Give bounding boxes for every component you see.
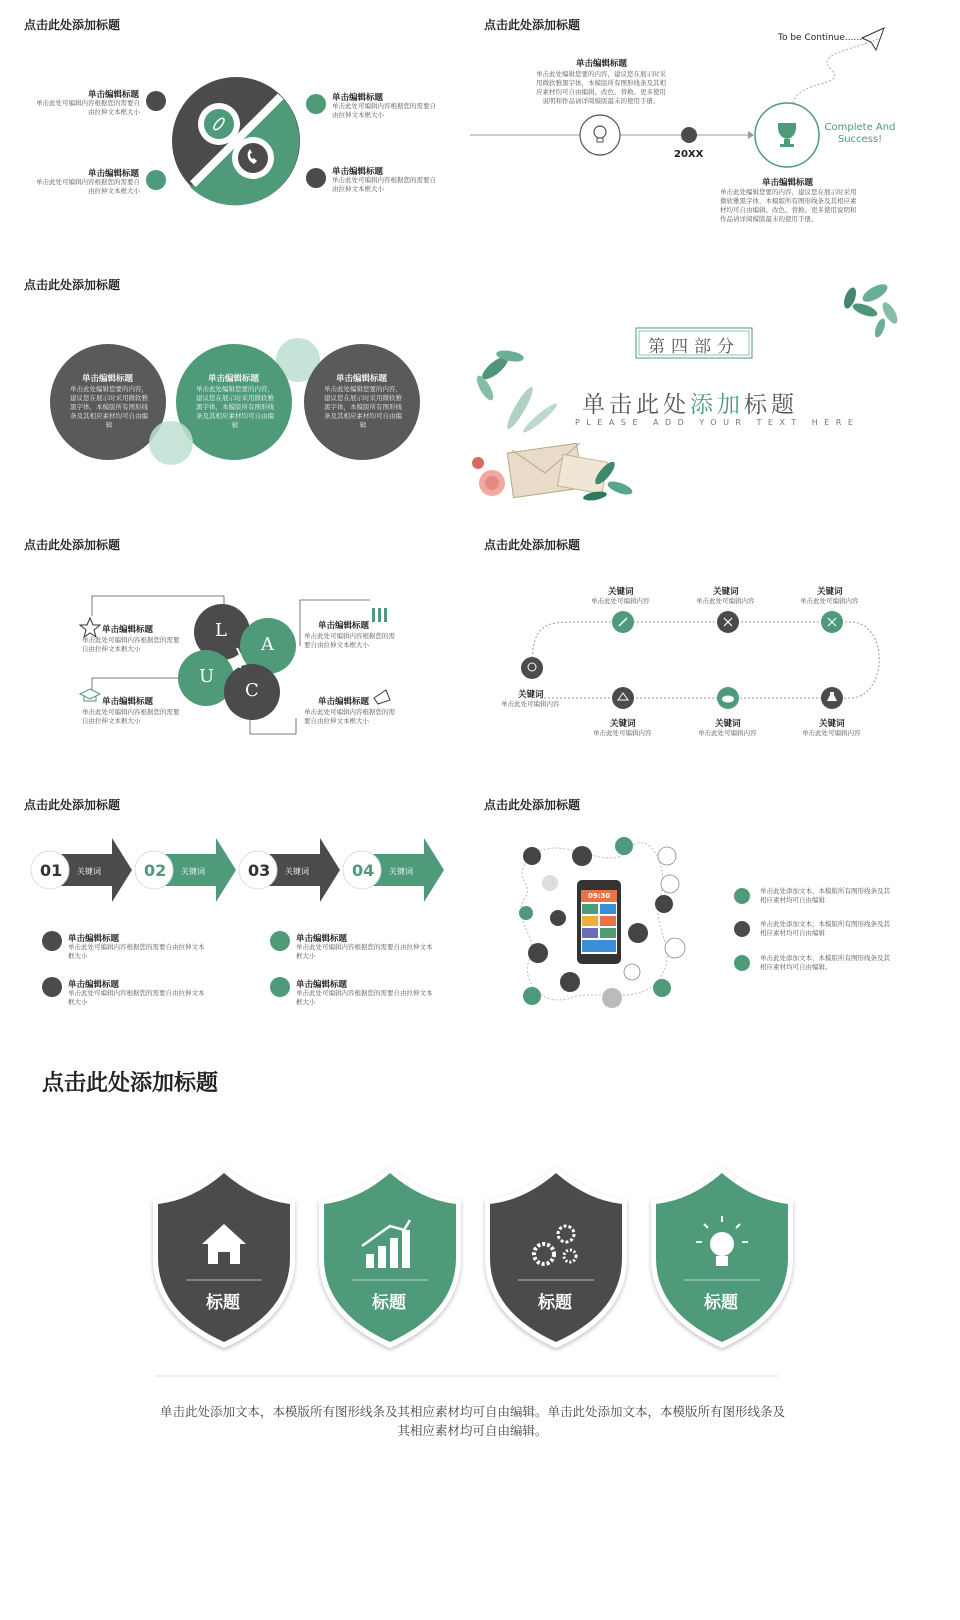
camera-icon <box>615 837 633 855</box>
deco-bubble <box>149 421 193 465</box>
body-text[interactable]: 单击此处可编辑内容根据您的需要自由拉伸文本框大小 <box>304 708 395 725</box>
step-number: 03 <box>248 861 271 880</box>
tool-icon <box>542 875 558 891</box>
body-text[interactable]: 单击此处编辑您要的内容，建议您在展示时采用微软雅黑字体，本模版所有图形线条及其相应素材均可自由编辑、改色、替换。更多使用说明和作品请详阅模版最末的使用手册。 <box>536 70 666 105</box>
body-text[interactable]: 单击此处可编辑内容根据您的需要自由拉伸文本框大小 <box>82 708 180 725</box>
keyword-sub[interactable]: 单击此处可编辑内容 <box>696 597 755 605</box>
star-icon <box>80 618 100 637</box>
section-subtitle[interactable]: PLEASE ADD YOUR TEXT HERE <box>575 418 860 427</box>
keyword-label[interactable]: 关键词 <box>819 719 845 729</box>
list-text[interactable]: 单击此处添加文本，本模版所有图形线条及其相应素材均可自由编辑 <box>760 887 890 904</box>
step-keyword[interactable]: 关键词 <box>181 867 205 876</box>
headphones-icon <box>523 847 541 865</box>
slide-title[interactable]: 点击此处添加标题 <box>42 1071 219 1096</box>
edit-title[interactable]: 单击编辑标题 <box>68 934 120 944</box>
phone-time: 09:30 <box>588 892 611 900</box>
lock-icon <box>560 972 580 992</box>
edit-title[interactable]: 单击编辑标题 <box>296 980 348 990</box>
step-number: 01 <box>40 861 63 880</box>
keyword-label[interactable]: 关键词 <box>518 690 544 700</box>
body-text[interactable]: 单击此处可编辑内容根据您的需要自由拉伸文本框大小 <box>36 178 140 195</box>
list-text[interactable]: 单击此处添加文本，本模版所有图形线条及其相应素材均可自由编辑。 <box>760 954 890 971</box>
bullet-dot <box>306 94 326 114</box>
step-circle <box>521 657 543 679</box>
success-text[interactable]: Complete And Success! <box>824 122 896 145</box>
body-text[interactable]: 单击此处可编辑内容根据您的需要自由拉伸文本框大小 <box>332 102 436 119</box>
bullet-dot <box>270 931 290 951</box>
slide-2 <box>470 8 920 248</box>
leaf-bullet-icon <box>734 955 750 971</box>
slide-8 <box>470 788 920 1028</box>
keyword-label[interactable]: 关键词 <box>715 719 741 729</box>
slide-title[interactable]: 点击此处添加标题 <box>484 18 581 32</box>
continue-text[interactable]: To be Continue...... <box>778 33 863 43</box>
step-number: 04 <box>352 861 375 880</box>
mail-icon <box>655 895 673 913</box>
title-part: 标题 <box>744 392 798 418</box>
paper-plane-icon <box>862 28 884 50</box>
slide-title[interactable]: 点击此处添加标题 <box>24 278 121 292</box>
step-keyword[interactable]: 关键词 <box>285 867 309 876</box>
bullet-dot <box>306 168 326 188</box>
edit-title[interactable]: 单击编辑标题 <box>318 697 370 707</box>
shield-label[interactable]: 标题 <box>206 1293 240 1313</box>
step-number: 02 <box>144 861 167 880</box>
slide-title[interactable]: 点击此处添加标题 <box>24 538 121 552</box>
book-open-icon <box>523 987 541 1005</box>
title-part-accent: 添加 <box>690 392 744 418</box>
bullet-dot <box>270 977 290 997</box>
edit-title[interactable]: 单击编辑标题 <box>332 93 384 103</box>
gift-icon <box>602 988 622 1008</box>
year-label[interactable]: 20XX <box>674 149 704 160</box>
body-text[interactable]: 单击此处可编辑内容根据您的需要自由拉伸文本框大小 <box>296 989 433 1006</box>
edit-title[interactable]: 单击编辑标题 <box>82 374 134 384</box>
body-text[interactable]: 单击此处可编辑内容根据您的需要自由拉伸文本框大小 <box>82 636 180 653</box>
edit-title[interactable]: 单击编辑标题 <box>208 374 260 384</box>
slide-title[interactable]: 点击此处添加标题 <box>24 18 121 32</box>
step-keyword[interactable]: 关键词 <box>77 867 101 876</box>
keyword-sub[interactable]: 单击此处可编辑内容 <box>593 729 652 737</box>
bullet-dot <box>42 977 62 997</box>
book-icon <box>519 906 533 920</box>
cloud-icon <box>722 696 734 703</box>
leaf-cluster-left <box>474 349 560 436</box>
clean-icon <box>374 690 390 704</box>
letter-a: A <box>261 634 274 655</box>
keyword-sub[interactable]: 单击此处可编辑内容 <box>802 729 861 737</box>
document-icon <box>528 943 548 963</box>
step-circle <box>612 687 634 709</box>
bullet-dot <box>146 91 166 111</box>
shield-label[interactable]: 标题 <box>704 1293 738 1313</box>
card-icon <box>550 910 566 926</box>
edit-title[interactable]: 单击编辑标题 <box>102 697 154 707</box>
edit-title[interactable]: 单击编辑标题 <box>762 178 814 188</box>
edit-title[interactable]: 单击编辑标题 <box>102 625 154 635</box>
keyword-sub[interactable]: 单击此处可编辑内容 <box>591 597 650 605</box>
shield-label[interactable]: 标题 <box>372 1293 406 1313</box>
keyword-sub[interactable]: 单击此处可编辑内容 <box>698 729 757 737</box>
slide-1 <box>10 8 460 248</box>
body-text[interactable]: 单击此处可编辑内容根据您的需要自由拉伸文本框大小 <box>296 943 433 960</box>
image-icon <box>624 964 640 980</box>
shield-1 <box>153 1166 295 1348</box>
edit-title[interactable]: 单击编辑标题 <box>88 90 140 100</box>
slide-5 <box>10 528 460 768</box>
letter-u: U <box>199 666 215 687</box>
landscape-icon <box>665 938 685 958</box>
keyword-label[interactable]: 关键词 <box>610 719 636 729</box>
slide-7 <box>10 788 460 1028</box>
phone-app-diagram <box>470 788 920 1028</box>
shield-label[interactable]: 标题 <box>538 1293 572 1313</box>
list-text[interactable]: 单击此处添加文本，本模版所有图形线条及其相应素材均可自由编辑 <box>760 920 890 937</box>
edit-title[interactable]: 单击编辑标题 <box>576 59 628 69</box>
edit-title[interactable]: 单击编辑标题 <box>88 169 140 179</box>
ring-diagram <box>10 8 460 248</box>
keyword-label[interactable]: 关键词 <box>713 587 739 597</box>
shield-3 <box>485 1166 627 1348</box>
shield-2 <box>319 1166 461 1348</box>
body-text[interactable]: 单击此处编辑您要的内容，建议您在展示时采用微软雅黑字体，本模版所有图形线条及其相应素材均可自由编辑 <box>70 385 148 429</box>
share-icon <box>653 979 671 997</box>
slide-4 <box>470 268 920 508</box>
keyword-sub[interactable]: 单击此处可编辑内容 <box>800 597 859 605</box>
body-text[interactable]: 单击此处可编辑内容根据您的需要自由拉伸文本框大小 <box>36 99 140 116</box>
edit-title[interactable]: 单击编辑标题 <box>332 167 384 177</box>
bell-bullet-icon <box>734 921 750 937</box>
slide-title[interactable]: 点击此处添加标题 <box>484 798 581 812</box>
bulb-circle <box>580 115 620 155</box>
graduation-cap-icon <box>80 689 100 701</box>
leaf-cluster-top-right <box>842 281 901 339</box>
timeline-dot <box>681 127 697 143</box>
slide-title[interactable]: 点击此处添加标题 <box>24 798 121 812</box>
body-text[interactable]: 单击此处可编辑内容根据您的需要自由拉伸文本框大小 <box>304 632 395 649</box>
title-part: 单击此处 <box>582 392 690 418</box>
clock-icon <box>658 847 676 865</box>
keyword-sub[interactable]: 单击此处可编辑内容 <box>501 700 560 708</box>
footer-text[interactable]: 单击此处添加文本，本模版所有图形线条及其相应素材均可自由编辑。单击此处添加文本，本模版所有图形线条及其相应素材均可自由编辑。 <box>160 1404 786 1438</box>
body-text[interactable]: 单击此处可编辑内容根据您的需要自由拉伸文本框大小 <box>332 176 436 193</box>
slide-3 <box>10 268 460 508</box>
bullet-dot <box>42 931 62 951</box>
letter-l: L <box>215 620 227 641</box>
edit-title[interactable]: 单击编辑标题 <box>68 980 120 990</box>
rose-illustration <box>472 457 505 496</box>
edit-title[interactable]: 单击编辑标题 <box>296 934 348 944</box>
body-text[interactable]: 单击此处可编辑内容根据您的需要自由拉伸文本框大小 <box>68 989 205 1006</box>
thumbs-up-icon <box>628 923 648 943</box>
section-title[interactable] <box>582 386 798 419</box>
slide-6 <box>470 528 920 768</box>
slide-title[interactable]: 点击此处添加标题 <box>484 538 581 552</box>
bullet-dot <box>146 170 166 190</box>
body-text[interactable]: 单击此处编辑您要的内容，建议您在展示时采用微软雅黑字体，本模版所有图形线条及其相应素材均可自由编辑 <box>324 385 402 429</box>
shield-4 <box>651 1166 793 1348</box>
chat-icon <box>661 875 679 893</box>
edit-title[interactable]: 单击编辑标题 <box>318 621 370 631</box>
home-bullet-icon <box>734 888 750 904</box>
slide-9 <box>0 1048 960 1568</box>
letter-c: C <box>245 680 259 701</box>
shield-cards <box>0 1048 960 1568</box>
body-text[interactable]: 单击此处可编辑内容根据您的需要自由拉伸文本框大小 <box>68 943 205 960</box>
envelope-illustration <box>507 443 607 498</box>
tools-icon <box>372 608 387 622</box>
step-keyword[interactable]: 关键词 <box>389 867 413 876</box>
keyword-label[interactable]: 关键词 <box>608 587 634 597</box>
body-text[interactable]: 单击此处编辑您要的内容，建议您在展示时采用微软雅黑字体，本模版所有图形线条及其相应素材均可自由编辑 <box>196 385 274 429</box>
body-text[interactable]: 单击此处编辑您要的内容，建议您在展示时采用微软雅黑字体，本模版所有图形线条及其相应素材均可自由编辑、改色、替换。更多使用说明和作品请详阅模版最末的使用手册。 <box>720 188 857 223</box>
edit-title[interactable]: 单击编辑标题 <box>336 374 388 384</box>
section-badge[interactable]: 第四部分 <box>648 337 740 357</box>
keyword-label[interactable]: 关键词 <box>817 587 843 597</box>
cloud-icon <box>572 846 592 866</box>
